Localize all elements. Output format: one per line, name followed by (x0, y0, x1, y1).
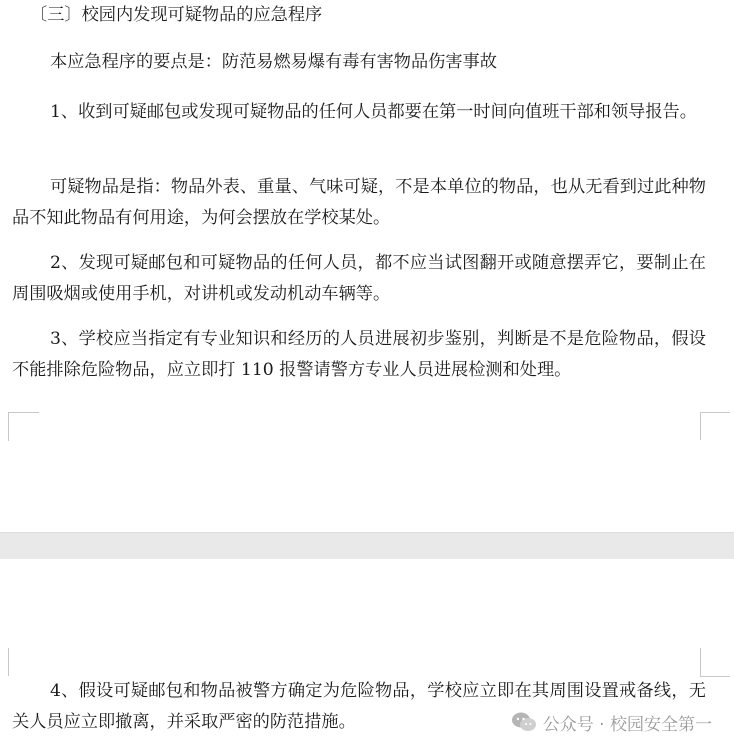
procedure-item-4: 4、假设可疑邮包和物品被警方确定为危险物品，学校应立即在其周围设置戒备线，无关人员应立即撤离，并采取严密的防范措施。 (12, 681, 706, 732)
watermark (511, 707, 712, 737)
margin-corner-mark (8, 412, 39, 441)
definition-paragraph: 可疑物品是指：物品外表、重量、气味可疑，不是本单位的物品，也从无看到过此种物品不知此物品有何用途，为何会摆放在学校某处。 (12, 177, 706, 228)
page-separator (0, 532, 734, 560)
procedure-item-1: 1、收到可疑邮包或发现可疑物品的任何人员都要在第一时间向值班干部和领导报告。 (50, 102, 697, 122)
margin-corner-mark (700, 648, 701, 676)
procedure-item-3: 3、学校应当指定有专业知识和经历的人员进展初步鉴别，判断是不是危险物品，假设不能排除危险物品，应立即打 110 报警请警方专业人员进展检测和处理。 (12, 329, 706, 380)
wechat-official-account-icon (511, 711, 537, 733)
margin-corner-mark (700, 412, 730, 413)
margin-corner-mark (700, 412, 701, 440)
procedure-item-2: 2、发现可疑邮包和可疑物品的任何人员，都不应当试图翻开或随意摆弄它，要制止在周围吸烟或使用手机，对讲机或发动机动车辆等。 (12, 253, 706, 304)
watermark-text: 公众号 · 校园安全第一 (542, 714, 712, 735)
intro-paragraph: 本应急程序的要点是：防范易燃易爆有毒有害物品伤害事故 (50, 52, 497, 72)
section-heading: 〔三〕校园内发现可疑物品的应急程序 (30, 5, 323, 25)
margin-corner-mark (8, 648, 9, 676)
